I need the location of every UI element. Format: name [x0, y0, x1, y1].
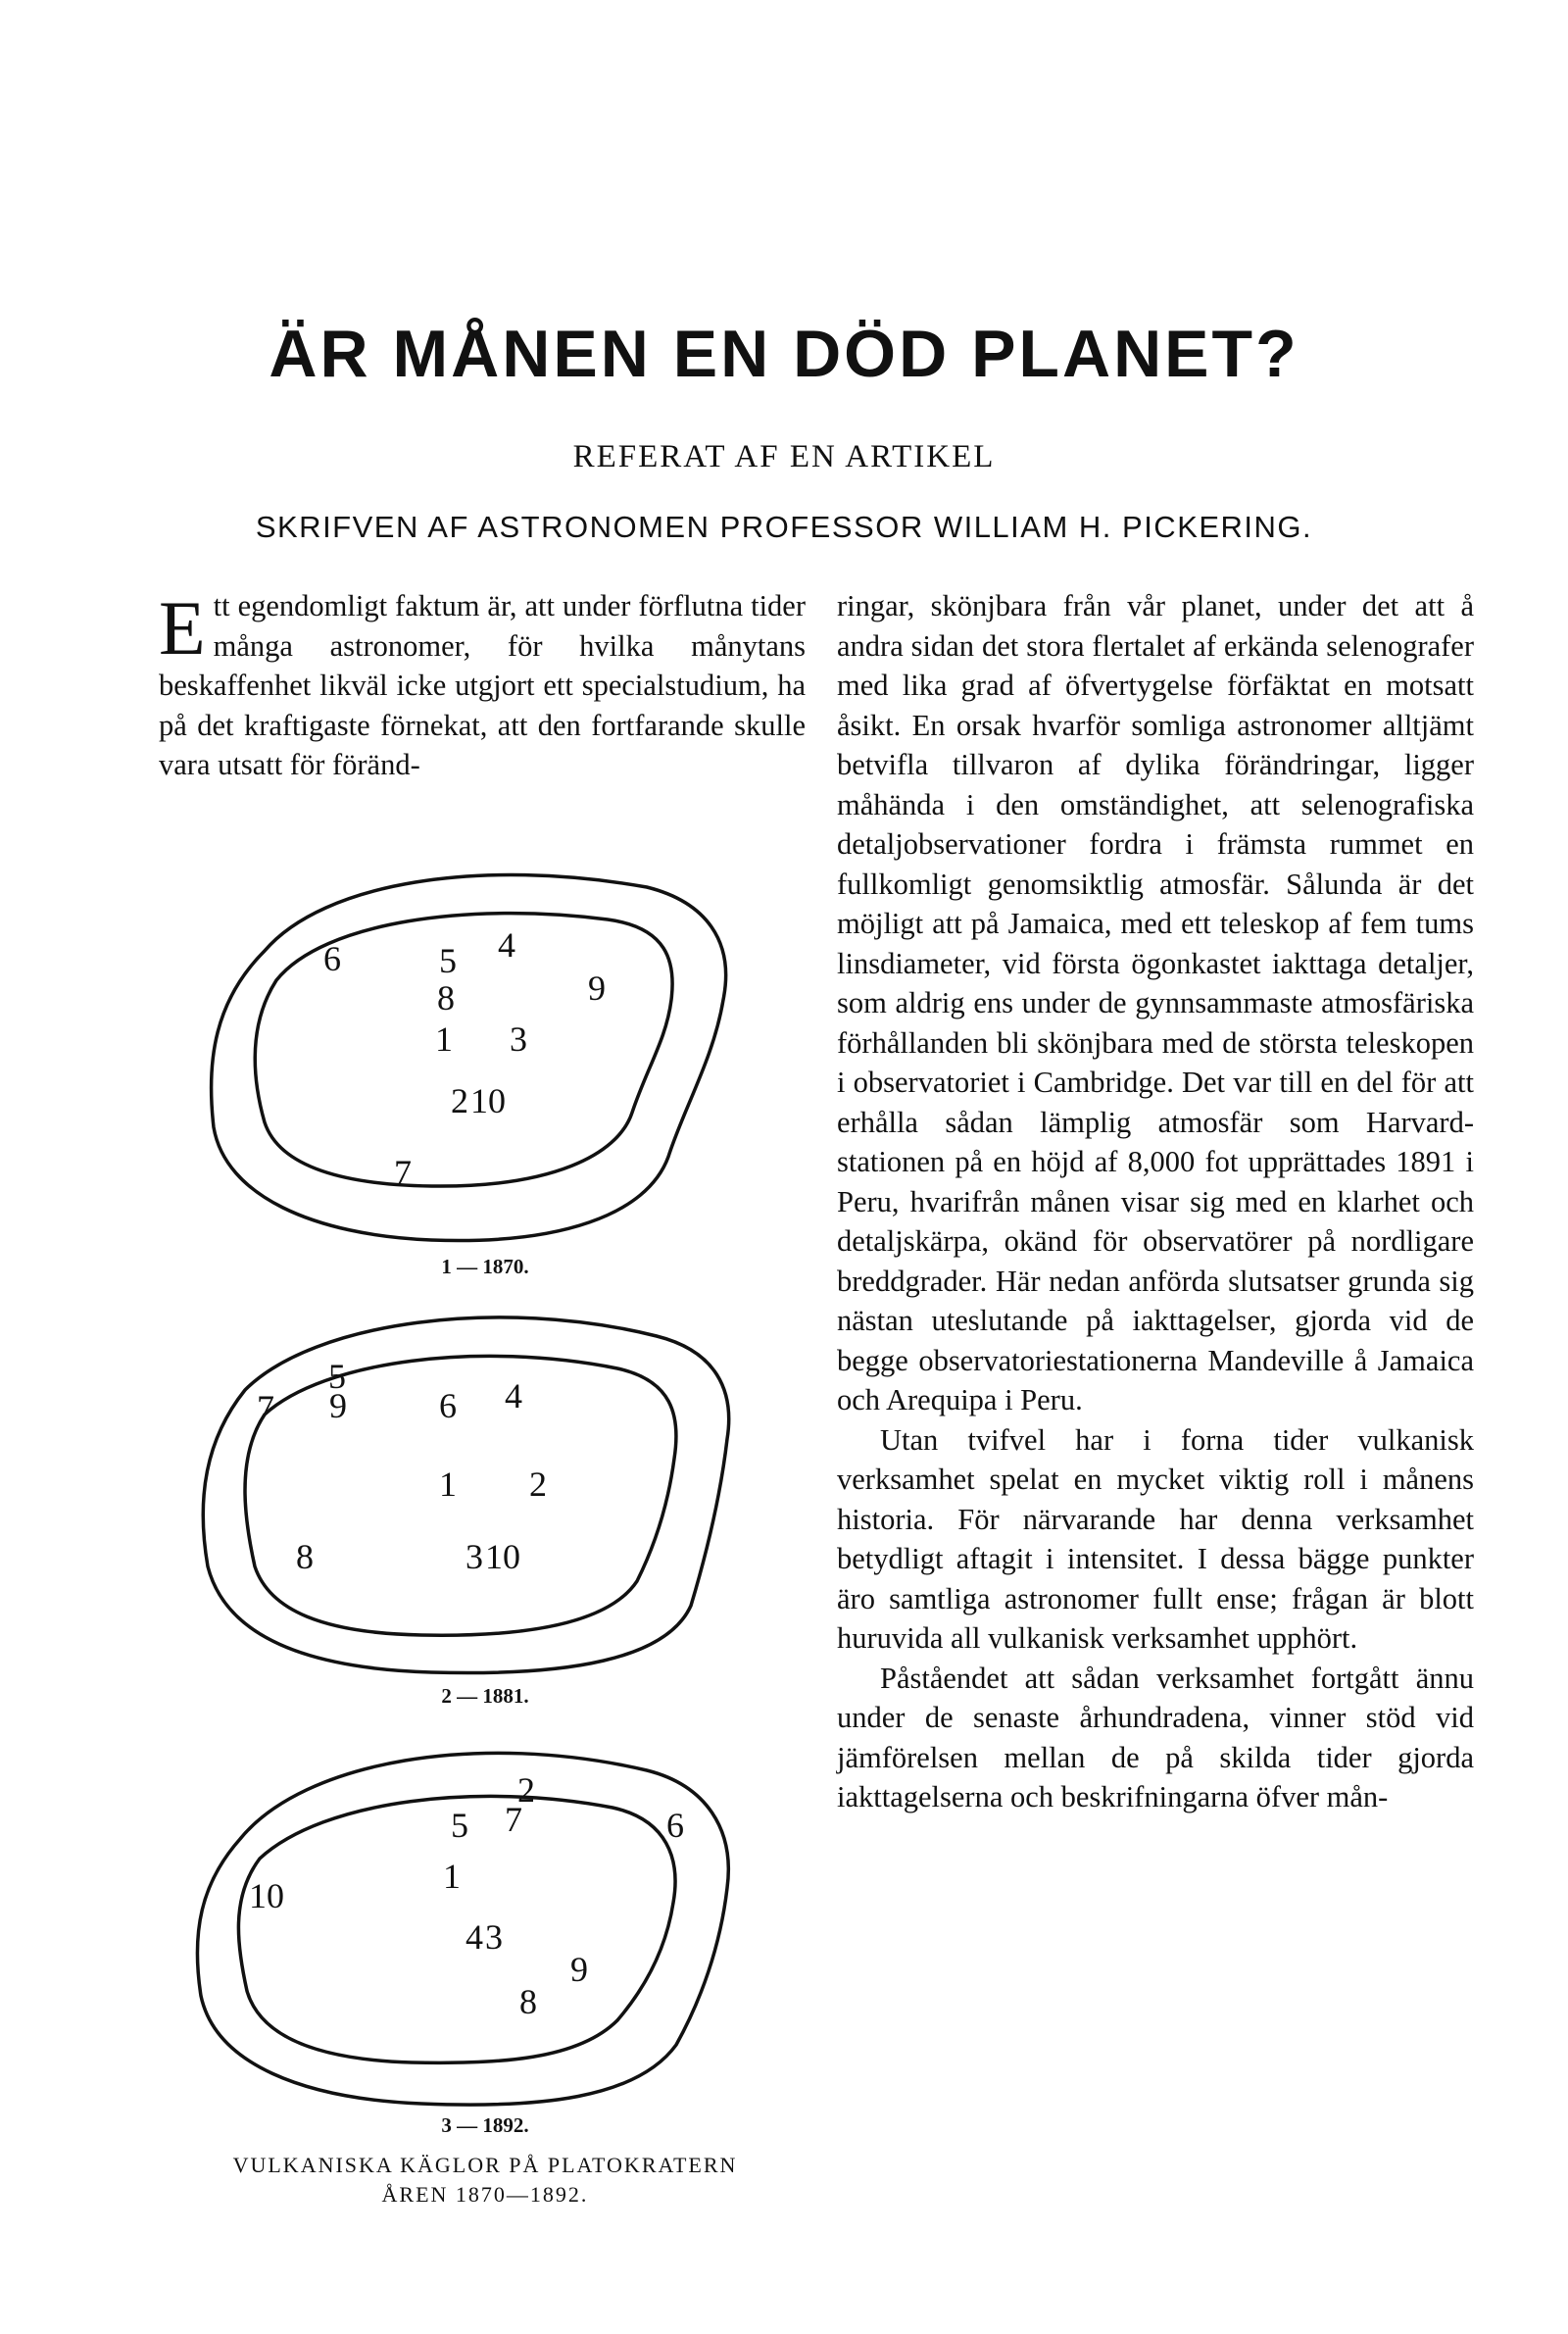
crater-point: 4 — [466, 1917, 483, 1957]
crater-point: 8 — [519, 1982, 537, 2021]
crater-point: 5 — [451, 1806, 468, 1845]
crater-figures — [186, 863, 784, 2210]
paragraph: Utan tvifvel har i forna tider vulkanisk verksamhet spelat en mycket viktig roll i månens historia. För närvarande har denna verksamhet betydligt aftagit i intensitet. I dessa bägge punkter äro samtliga astronomer fullt ense; frågan är blott huruvida all vulkanisk verksamhet upphört. — [837, 1422, 1474, 1655]
crater-point: 7 — [257, 1388, 274, 1427]
figure-label: 3 — 1892. — [441, 2113, 529, 2137]
crater-point: 3 — [466, 1537, 483, 1576]
crater-point: 1 — [443, 1857, 461, 1896]
figure-label: 2 — 1881. — [441, 1684, 529, 1708]
article-subtitle: REFERAT AF EN ARTIKEL — [572, 439, 996, 474]
left-column — [159, 586, 806, 785]
figure-caption-line: ÅREN 1870—1892. — [381, 2182, 589, 2207]
left-column-text: tt egendomligt faktum är, att under förflutna tider många astronomer, för hvilka månytans beskaffenhet likväl icke utgjort ett specialstudium, ha på det kraftigaste förnekat, att den fortfarande skulle vara utsatt för föränd- — [159, 589, 806, 781]
crater-inner-wall — [245, 1356, 676, 1635]
crater-point: 2 — [529, 1465, 547, 1504]
crater-figure-1881 — [186, 1292, 784, 1710]
crater-point: 9 — [570, 1950, 588, 1989]
figure-caption-line: VULKANISKA KÄGLOR PÅ PLATOKRATERN — [232, 2153, 738, 2177]
crater-point: 6 — [323, 939, 341, 978]
crater-point: 1 — [435, 1019, 453, 1059]
crater-point: 10 — [470, 1081, 506, 1120]
crater-point: 10 — [485, 1537, 520, 1576]
crater-point: 2 — [517, 1770, 535, 1810]
crater-point: 8 — [437, 978, 455, 1018]
crater-point: 2 — [451, 1081, 468, 1120]
crater-figure-1892 — [186, 1721, 784, 2139]
crater-point: 5 — [328, 1357, 346, 1396]
figure-label: 1 — 1870. — [441, 1255, 529, 1278]
crater-figure-1870 — [186, 863, 784, 1280]
crater-point: 8 — [296, 1537, 314, 1576]
crater-point: 6 — [666, 1806, 684, 1845]
crater-point: 4 — [498, 925, 515, 965]
crater-outer-rim — [203, 1317, 728, 1673]
crater-point: 3 — [485, 1917, 503, 1957]
crater-point: 7 — [394, 1153, 412, 1192]
crater-point: 3 — [510, 1019, 527, 1059]
crater-point: 7 — [505, 1800, 522, 1839]
crater-point: 1 — [439, 1465, 457, 1504]
crater-diagram-1892 — [186, 1721, 784, 2113]
crater-point: 5 — [439, 941, 457, 980]
figure-caption — [186, 2151, 784, 2210]
crater-point: 9 — [588, 968, 606, 1008]
crater-point: 6 — [439, 1386, 457, 1425]
crater-point: 9 — [329, 1386, 347, 1425]
crater-point: 4 — [505, 1376, 522, 1415]
drop-cap: E — [159, 585, 206, 670]
paragraph: Påståendet att sådan verksamhet fortgått ännu under de senaste århundradena, vinner stöd vid jämförelsen mellan de på skilda tider gjorda iakttagelserna och beskrifningarna öfver mån- — [837, 1661, 1474, 1813]
article-byline: SKRIFVEN AF ASTRONOMEN PROFESSOR WILLIAM H. PICKERING. — [255, 510, 1313, 544]
crater-diagram-1870 — [186, 863, 784, 1255]
article-title: ÄR MÅNEN EN DÖD PLANET? — [269, 317, 1299, 391]
crater-point: 10 — [249, 1876, 284, 1915]
right-column — [837, 586, 1474, 1817]
paragraph: ringar, skönjbara från vår planet, under det att å andra sidan det stora flertalet af erkända selenografer med lika grad af öfvertygelse förfäktat en motsatt åsikt. En orsak hvarför somliga astronomer alltjämt betvifla tillvaron af dylika förändringar, ligger måhända i den omständighet, att selenografiska detaljobservationer fordra i främsta rummet en fullkomligt genomsiktlig atmosfär. Sålunda är det möjligt att på Jamaica, med ett teleskop af fem tums linsdiameter, vid första ögonkastet iakttaga detaljer, som aldrig ens under de gynnsammaste atmosfäriska förhållanden bli skönjbara med de största teleskopen i observatoriet i Cambridge. Det var till en del för att erhålla sådan lämplig atmosfär som Harvard-stationen på en höjd af 8,000 fot upprättades 1891 i Peru, hvarifrån månen visar sig med en klarhet och detaljskärpa, okänd för observatörer på nordligare breddgrader. Här nedan anförda slutsatser grunda sig nästan uteslutande på iakttagelser, gjorda vid de begge observatoriestationerna Mandeville å Jamaica och Arequipa i Peru. — [837, 589, 1474, 1416]
crater-inner-wall — [255, 914, 672, 1186]
crater-diagram-1881 — [186, 1292, 784, 1684]
